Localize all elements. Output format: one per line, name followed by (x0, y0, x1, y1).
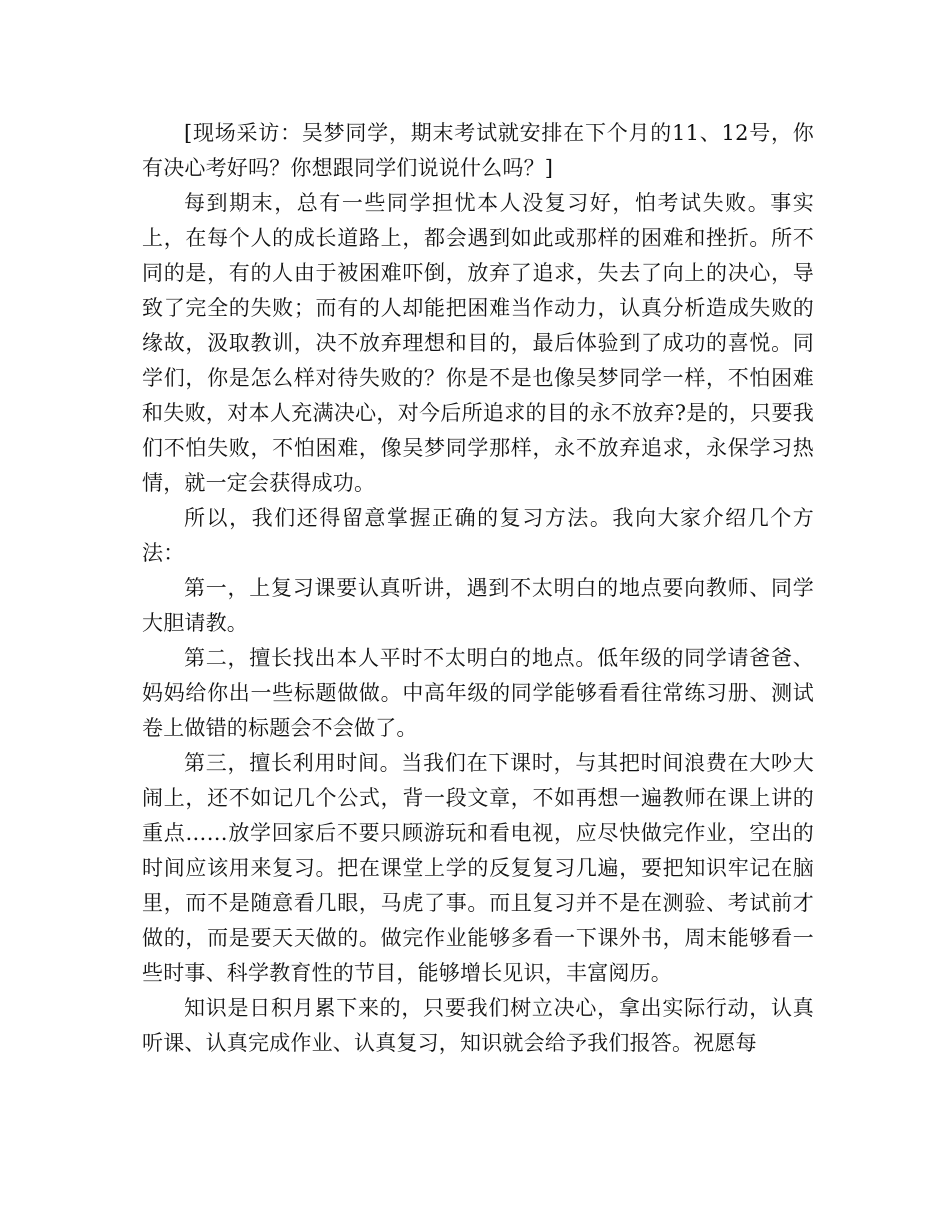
paragraph-methods-intro: 所以，我们还得留意掌握正确的复习方法。我向大家介绍几个方法： (142, 506, 814, 565)
paragraph-facing-failure: 每到期末，总有一些同学担忧本人没复习好，怕考试失败。事实上，在每个人的成长道路上，都会遇到如此或那样的困难和挫折。所不同的是，有的人由于被困难吓倒，放弃了追求，失去了向上的决心，导致了完全的失败；而有的人却能把困难当作动力，认真分析造成失败的缘故，汲取教训，决不放弃理想和目的，最后体验到了成功的喜悦。同学们，你是怎么样对待失败的？你是不是也像吴梦同学一样，不怕困难和失败，对本人充满决心，对今后所追求的目的永不放弃?是的，只要我们不怕失败，不怕困难，像吴梦同学那样，永不放弃追求，永保学习热情，就一定会获得成功。 (142, 191, 814, 495)
paragraph-method-three: 第三，擅长利用时间。当我们在下课时，与其把时间浪费在大吵大闹上，还不如记几个公式，背一段文章，不如再想一遍教师在课上讲的重点……放学回家后不要只顾游玩和看电视，应尽快做完作业，空出的时间应该用来复习。把在课堂上学的反复复习几遍，要把知识牢记在脑里，而不是随意看几眼，马虎了事。而且复习并不是在测验、考试前才做的，而是要天天做的。做完作业能够多看一下课外书，周末能够看一些时事、科学教育性的节目，能够增长见识，丰富阅历。 (142, 751, 814, 985)
paragraph-interview: [现场采访：吴梦同学，期末考试就安排在下个月的11、12号，你有决心考好吗？你想跟同学们说说什么吗？] (142, 121, 814, 180)
paragraph-method-one: 第一，上复习课要认真听讲，遇到不太明白的地点要向教师、同学大胆请教。 (142, 576, 814, 635)
paragraph-method-two: 第二，擅长找出本人平时不太明白的地点。低年级的同学请爸爸、妈妈给你出一些标题做做。中高年级的同学能够看看往常练习册、测试卷上做错的标题会不会做了。 (142, 646, 814, 740)
paragraph-conclusion: 知识是日积月累下来的，只要我们树立决心，拿出实际行动，认真听课、认真完成作业、认真复习，知识就会给予我们报答。祝愿每 (142, 996, 814, 1055)
document-page (142, 116, 814, 1061)
